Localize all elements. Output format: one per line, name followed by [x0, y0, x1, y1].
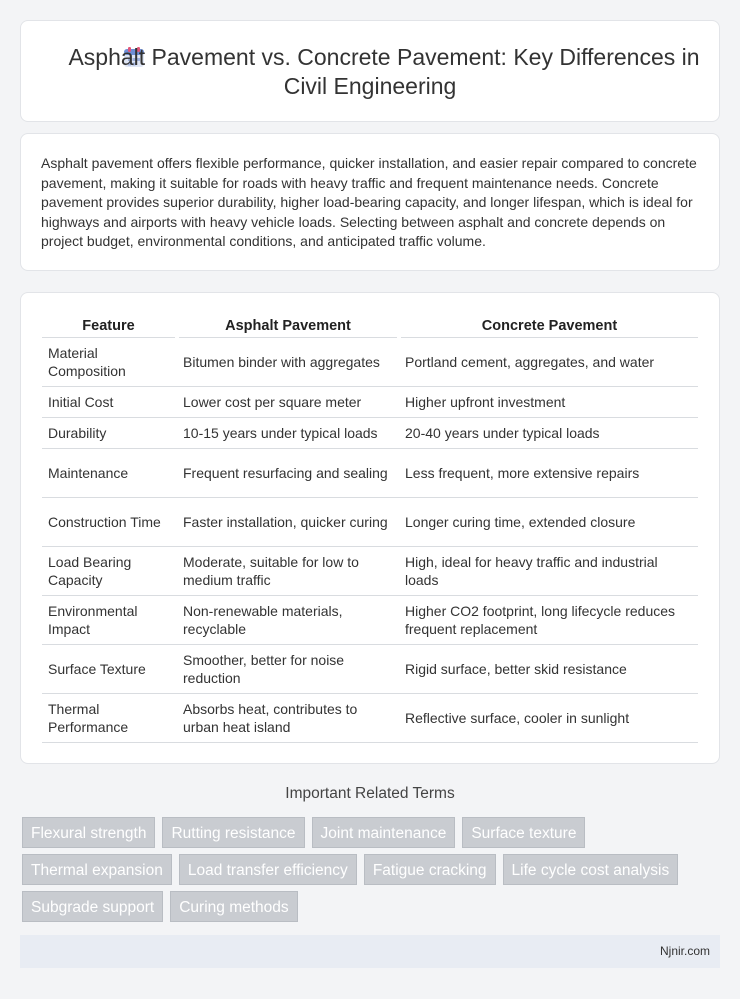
table-cell-asphalt: Non-renewable materials, recyclable — [177, 595, 399, 644]
table-header-row — [42, 315, 698, 337]
related-term-tag[interactable]: Life cycle cost analysis — [503, 854, 679, 885]
footer-bar — [20, 935, 720, 968]
page-title: Asphalt Pavement vs. Concrete Pavement: Key Differences in Civil Engineering — [68, 44, 700, 99]
footer-source: Njnir.com — [659, 944, 710, 958]
table-row — [42, 448, 698, 497]
table-cell-concrete: Longer curing time, extended closure — [399, 497, 698, 546]
table-row — [42, 595, 698, 644]
table-cell-asphalt: Frequent resurfacing and sealing — [177, 448, 399, 497]
table-cell-feature: Surface Texture — [42, 644, 177, 693]
table-cell-feature: Initial Cost — [42, 386, 177, 417]
table-row — [42, 693, 698, 742]
table-cell-feature: Construction Time — [42, 497, 177, 546]
title-card — [20, 20, 720, 122]
comparison-table — [42, 315, 698, 743]
table-cell-feature: Environmental Impact — [42, 595, 177, 644]
header-concrete: Concrete Pavement — [399, 315, 698, 337]
related-term-tag[interactable]: Load transfer efficiency — [179, 854, 357, 885]
table-row — [42, 546, 698, 595]
related-term-tag[interactable]: Subgrade support — [22, 891, 163, 922]
table-cell-concrete: Rigid surface, better skid resistance — [399, 644, 698, 693]
table-cell-asphalt: Lower cost per square meter — [177, 386, 399, 417]
table-cell-concrete: High, ideal for heavy traffic and industrial loads — [399, 546, 698, 595]
summary-text: Asphalt pavement offers flexible performance, quicker installation, and easier repair compared to concrete pavement, making it suitable for roads with heavy traffic and frequent maintenance needs. Concrete pavement provides superior durability, higher load-bearing capacity, and longer lifespan, which is ideal for highways and airports with heavy vehicle loads. Selecting between asphalt and concrete depends on project budget, environmental conditions, and anticipated traffic volume. — [41, 155, 697, 249]
related-term-tag[interactable]: Flexural strength — [22, 817, 155, 848]
table-cell-feature: Material Composition — [42, 337, 177, 386]
related-terms-title: Important Related Terms — [285, 785, 455, 802]
summary-card — [20, 133, 720, 271]
table-cell-concrete: 20-40 years under typical loads — [399, 417, 698, 448]
table-cell-concrete: Higher upfront investment — [399, 386, 698, 417]
table-cell-feature: Load Bearing Capacity — [42, 546, 177, 595]
table-row — [42, 386, 698, 417]
table-cell-feature: Maintenance — [42, 448, 177, 497]
table-row — [42, 497, 698, 546]
table-cell-concrete: Less frequent, more extensive repairs — [399, 448, 698, 497]
table-cell-asphalt: Faster installation, quicker curing — [177, 497, 399, 546]
table-cell-asphalt: Smoother, better for noise reduction — [177, 644, 399, 693]
table-cell-asphalt: 10-15 years under typical loads — [177, 417, 399, 448]
table-cell-concrete: Higher CO2 footprint, long lifecycle reduces frequent replacement — [399, 595, 698, 644]
table-cell-feature: Durability — [42, 417, 177, 448]
related-term-tag[interactable]: Thermal expansion — [22, 854, 172, 885]
header-asphalt: Asphalt Pavement — [177, 315, 399, 337]
related-terms-list — [22, 817, 712, 922]
related-term-tag[interactable]: Fatigue cracking — [364, 854, 496, 885]
table-cell-asphalt: Absorbs heat, contributes to urban heat island — [177, 693, 399, 742]
related-term-tag[interactable]: Joint maintenance — [312, 817, 456, 848]
related-term-tag[interactable]: Surface texture — [462, 817, 585, 848]
table-cell-feature: Thermal Performance — [42, 693, 177, 742]
comparison-table-card — [20, 292, 720, 764]
table-cell-concrete: Reflective surface, cooler in sunlight — [399, 693, 698, 742]
table-row — [42, 644, 698, 693]
table-row — [42, 337, 698, 386]
related-term-tag[interactable]: Rutting resistance — [162, 817, 304, 848]
related-term-tag[interactable]: Curing methods — [170, 891, 297, 922]
table-cell-asphalt: Moderate, suitable for low to medium traffic — [177, 546, 399, 595]
header-feature: Feature — [42, 315, 177, 337]
table-cell-asphalt: Bitumen binder with aggregates — [177, 337, 399, 386]
table-cell-concrete: Portland cement, aggregates, and water — [399, 337, 698, 386]
table-row — [42, 417, 698, 448]
